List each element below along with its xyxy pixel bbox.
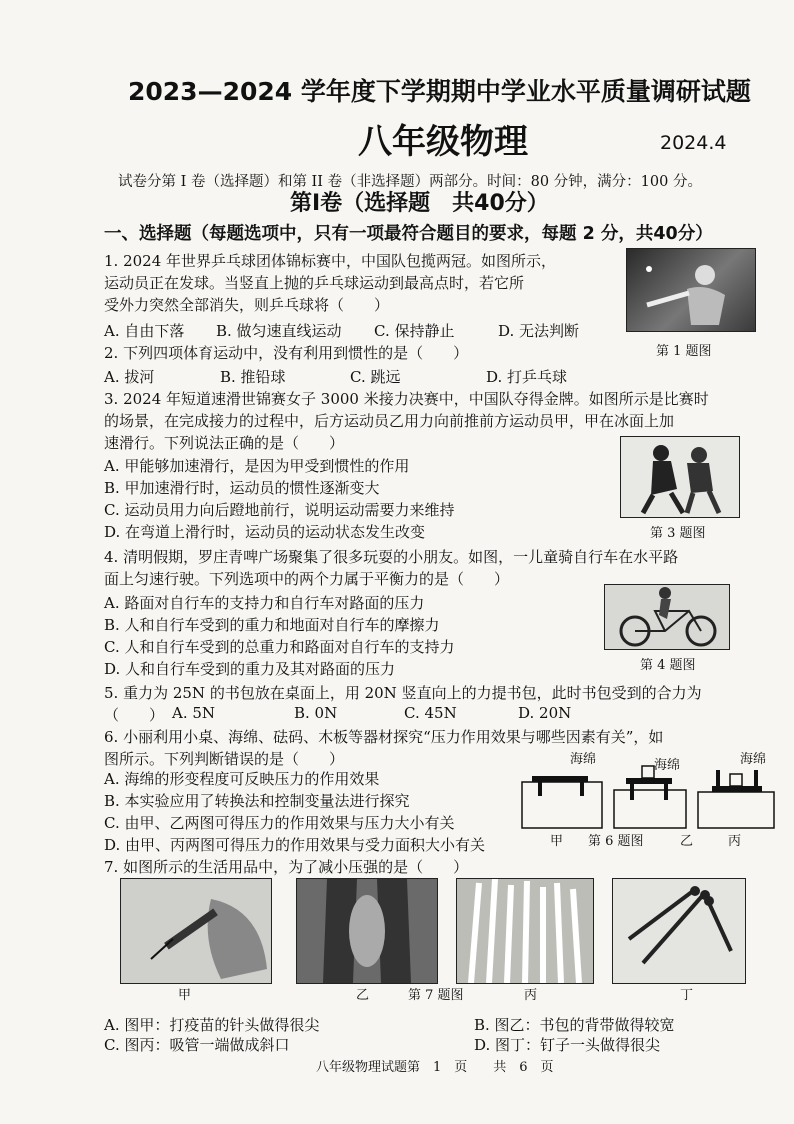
question-1-line-3: 受外力突然全部消失，则乒乓球将（ ） [104,296,390,314]
q6-option-a: A. 海绵的形变程度可反映压力的作用效果 [104,770,380,788]
q3-option-d: D. 在弯道上滑行时，运动员的运动状态发生改变 [104,523,426,541]
q1-option-c: C. 保持静止 [374,322,455,340]
figure-3-caption: 第 3 题图 [650,526,706,541]
fig6-label-bing: 丙 [728,834,742,849]
q4-option-c: C. 人和自行车受到的总重力和路面对自行车的支持力 [104,638,455,656]
exam-title: 2023—2024 学年度下学期期中学业水平质量调研试题 [128,77,751,106]
q1-option-b: B. 做匀速直线运动 [216,322,342,340]
q1-option-a: A. 自由下落 [104,322,185,340]
exam-note: 试卷分第 I 卷（选择题）和第 II 卷（非选择题）两部分。时间：80 分钟，满分：100 分。 [118,174,702,190]
question-7: 7. 如图所示的生活用品中，为了减小压强的是（ ） [104,858,469,876]
q7-option-d: D. 图丁：钉子一头做得很尖 [474,1036,661,1054]
q2-option-a: A. 拔河 [104,368,155,386]
figure-7-caption: 第 7 题图 [408,988,464,1003]
q6-option-d: D. 由甲、丙两图可得压力的作用效果与受力面积大小有关 [104,836,486,854]
question-3-line-3: 速滑行。下列说法正确的是（ ） [104,434,345,452]
fig7-label-jia: 甲 [178,988,192,1003]
fig6-label-sponge-1: 海绵 [570,752,597,767]
fig7-label-bing: 丙 [524,988,538,1003]
q5-option-c: C. 45N [404,704,457,722]
q7-option-a: A. 图甲：打疫苗的针头做得很尖 [104,1016,320,1034]
question-6-line-1: 6. 小丽利用小桌、海绵、砝码、木板等器材探究“压力作用效果与哪些因素有关”，如 [104,728,664,746]
fig6-label-sponge-2: 海绵 [654,758,681,773]
figure-4-photo [604,584,730,650]
nails-image [613,879,745,983]
figure-4-caption: 第 4 题图 [640,658,696,673]
drinking-straws-image [457,879,593,983]
question-1-line-2: 运动员正在发球。当竖直上抛的乒乓球运动到最高点时，若它所 [104,274,525,292]
q6-options [104,768,485,856]
q1-option-d: D. 无法判断 [498,322,580,340]
fig6-label-yi: 乙 [680,834,694,849]
question-4-line-2: 面上匀速行驶。下列选项中的两个力属于平衡力的是（ ） [104,570,510,588]
figure-7-bing-photo [456,878,594,984]
question-3 [104,388,709,454]
figure-1-caption: 第 1 题图 [656,344,712,359]
fig6-label-jia: 甲 [550,834,564,849]
q7-option-b: B. 图乙：书包的背带做得较宽 [474,1016,675,1034]
figure-3-photo [620,436,740,518]
question-3-line-2: 的场景，在完成接力的过程中，后方运动员乙用力向前推前方运动员甲，甲在冰面上加 [104,412,675,430]
q3-option-a: A. 甲能够加速滑行，是因为甲受到惯性的作用 [104,457,410,475]
section-heading: 一、选择题（每题选项中，只有一项最符合题目的要求，每题 2 分，共40分） [104,224,713,244]
child-riding-bicycle-image [605,585,729,649]
part-heading: 第Ⅰ卷（选择题 共40分） [290,191,549,216]
q5-option-b: B. 0N [294,704,338,722]
backpack-straps-image [297,879,437,983]
q4-option-a: A. 路面对自行车的支持力和自行车对路面的压力 [104,594,425,612]
question-1-line-1: 1. 2024 年世界乒乓球团体锦标赛中，中国队包揽两冠。如图所示， [104,252,557,270]
q5-option-a: A. 5N [172,704,216,722]
q4-options [104,592,454,680]
exam-subtitle: 八年级物理 [358,122,528,162]
q3-options [104,455,454,543]
figure-7-ding-photo [612,878,746,984]
figure-7-jia-photo [120,878,272,984]
q5-option-d: D. 20N [518,704,572,722]
q6-option-b: B. 本实验应用了转换法和控制变量法进行探究 [104,792,410,810]
q3-option-b: B. 甲加速滑行时，运动员的惯性逐渐变大 [104,479,380,497]
page-footer: 八年级物理试题第 1 页 共 6 页 [316,1060,554,1075]
figure-6-caption: 第 6 题图 [588,834,644,849]
fig7-label-yi: 乙 [356,988,370,1003]
question-5: 5. 重力为 25N 的书包放在桌面上，用 20N 竖直向上的力提书包，此时书包受到的合力为 [104,684,702,702]
figure-1-photo [626,248,756,332]
q2-option-c: C. 跳远 [350,368,401,386]
question-3-line-1: 3. 2024 年短道速滑世锦赛女子 3000 米接力决赛中，中国队夺得金牌。如图所示是比赛时 [104,390,709,408]
vaccine-needle-image [121,879,271,983]
question-4-line-1: 4. 清明假期，罗庄青啤广场聚集了很多玩耍的小朋友。如图，一儿童骑自行车在水平路 [104,548,679,566]
q5-prefix: （ ） [104,706,165,724]
q2-option-b: B. 推铅球 [220,368,286,386]
speed-skaters-image [621,437,739,517]
fig6-label-sponge-3: 海绵 [740,752,767,767]
table-tennis-player-image [627,249,755,331]
question-4 [104,546,678,590]
q4-option-b: B. 人和自行车受到的重力和地面对自行车的摩擦力 [104,616,440,634]
question-1 [104,250,556,316]
q2-option-d: D. 打乒乓球 [486,368,568,386]
question-6-line-2: 图所示。下列判断错误的是（ ） [104,750,345,768]
exam-date: 2024.4 [660,132,727,154]
fig7-label-ding: 丁 [680,988,694,1003]
q4-option-d: D. 人和自行车受到的重力及其对路面的压力 [104,660,396,678]
question-2: 2. 下列四项体育运动中，没有利用到惯性的是（ ） [104,344,469,362]
figure-6-diagram [518,748,778,852]
q7-option-c: C. 图丙：吸管一端做成斜口 [104,1036,290,1054]
figure-7-yi-photo [296,878,438,984]
q3-option-c: C. 运动员用力向后蹬地前行，说明运动需要力来维持 [104,501,455,519]
q6-option-c: C. 由甲、乙两图可得压力的作用效果与压力大小有关 [104,814,455,832]
